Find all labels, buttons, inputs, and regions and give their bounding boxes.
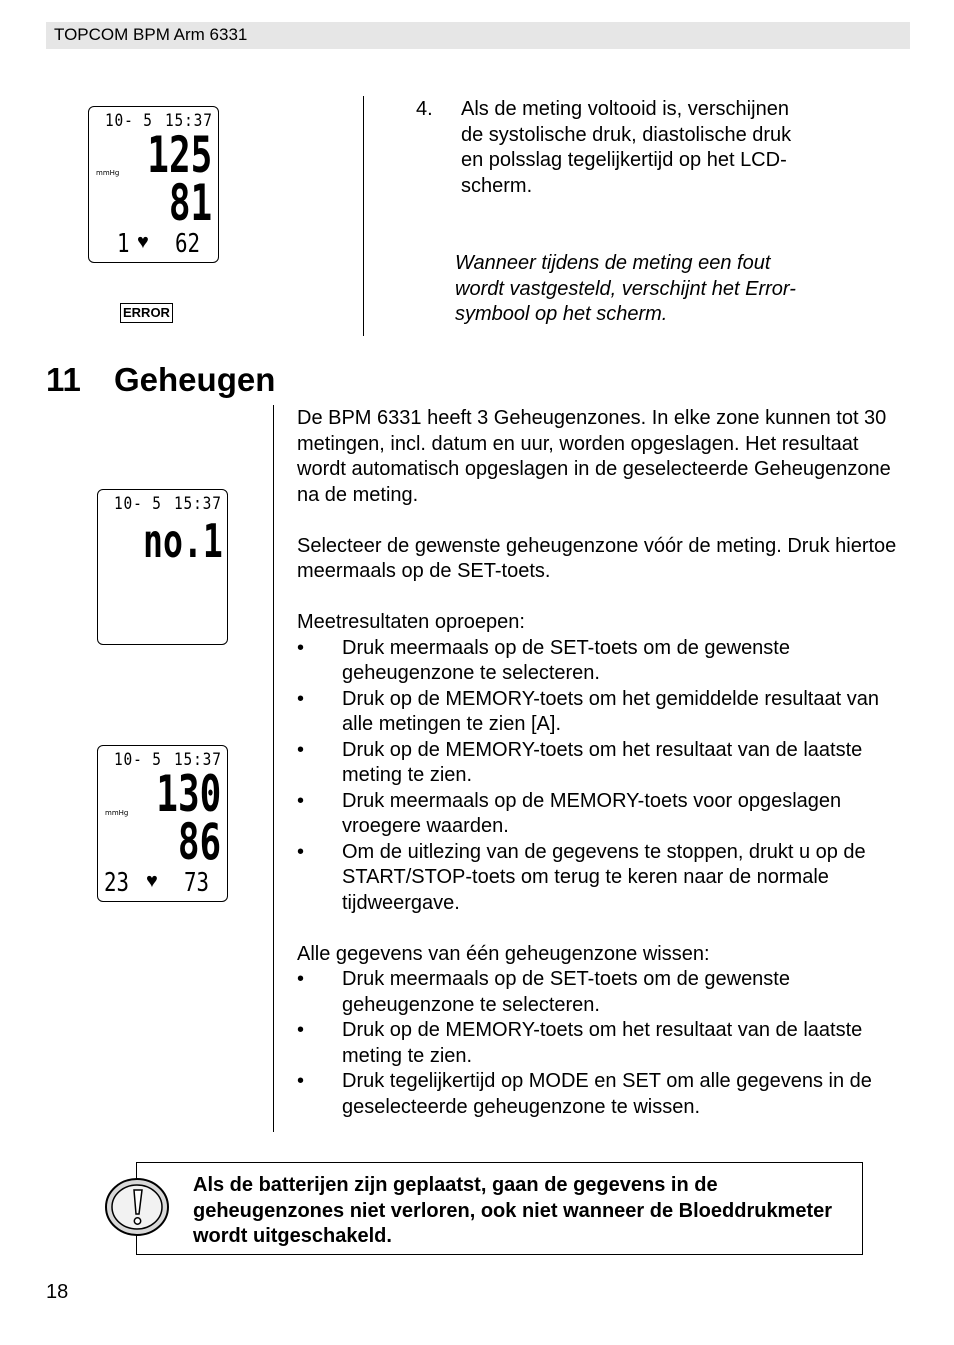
list-item: • Druk op de MEMORY-toets om het gemiddelde resultaat van alle metingen te zien [A]. (297, 687, 909, 738)
lcd-pulse: 62 (175, 229, 201, 259)
intro-paragraph: De BPM 6331 heeft 3 Geheugenzones. In elke zone kunnen tot 30 metingen, incl. datum en uur, worden opgeslagen. Het resultaat wordt automatisch opgeslagen in de geselecteerde Geheugenzone na de meting. (297, 407, 891, 506)
heart-icon: ♥ (146, 870, 158, 892)
select-paragraph: Selecteer de gewenste geheugenzone vóór de meting. Druk hiertoe meermaals op de SET-toets. (297, 534, 897, 582)
lcd-date: 10- 5 (114, 494, 162, 514)
lcd-time: 15:37 (174, 750, 222, 770)
list-item: • Druk meermaals op de MEMORY-toets voor opgeslagen vroegere waarden. (297, 789, 909, 840)
list-item: • Druk op de MEMORY-toets om het resultaat van de laatste meting te zien. (297, 738, 909, 789)
divider-main (273, 405, 274, 1132)
lcd-memory-zone: no.1 (143, 514, 223, 568)
lcd-diastolic: 81 (168, 174, 212, 232)
lcd-display-result (88, 106, 219, 263)
warning-icon (104, 1176, 170, 1238)
lcd-unit: mmHg (105, 809, 129, 817)
lcd-memory-number: 1 (117, 229, 130, 259)
warning-text: Als de batterijen zijn geplaatst, gaan de gegevens in de geheugenzones niet verloren, ook niet wanneer de Bloeddrukmeter wordt uitgeschakeld. (193, 1174, 833, 1247)
lcd-memory-number: 23 (104, 868, 130, 898)
section-number: 11 (46, 361, 81, 398)
recall-heading: Meetresultaten oproepen: (297, 611, 525, 633)
page-number: 18 (46, 1281, 69, 1303)
section-title: Geheugen (114, 361, 276, 398)
lcd-display-memory-zone (97, 489, 228, 645)
lcd-date: 10- 5 (105, 111, 153, 131)
list-item: • Druk op de MEMORY-toets om het resultaat van de laatste meting te zien. (297, 1018, 909, 1069)
list-item: • Om de uitlezing van de gegevens te stoppen, drukt u op de START/STOP-toets om terug te keren naar de normale tijdweergave. (297, 840, 909, 917)
step-text: Als de meting voltooid is, verschijnen de systolische druk, diastolische druk en polsslag tegelijkertijd op het LCD-scherm. (461, 98, 792, 197)
heart-icon: ♥ (137, 231, 149, 253)
divider-top (363, 96, 364, 336)
recall-list (297, 636, 909, 917)
lcd-time: 15:37 (174, 494, 222, 514)
error-note: Wanneer tijdens de meting een fout wordt vastgesteld, verschijnt het Error-symbool op het scherm. (455, 252, 796, 325)
list-item: • Druk meermaals op de SET-toets om de gewenste geheugenzone te selecteren. (297, 636, 909, 687)
lcd-display-memory-result (97, 745, 228, 902)
lcd-unit: mmHg (96, 169, 120, 177)
delete-heading: Alle gegevens van één geheugenzone wissen: (297, 942, 710, 965)
list-item: • Druk tegelijkertijd op MODE en SET om alle gegevens in de geselecteerde geheugenzone te wissen. (297, 1069, 909, 1120)
lcd-pulse: 73 (184, 868, 210, 898)
delete-list (297, 967, 909, 1120)
lcd-time: 15:37 (165, 111, 213, 131)
lcd-systolic: 130 (155, 765, 221, 823)
step-number: 4. (416, 98, 433, 120)
error-symbol: ERROR (120, 303, 173, 323)
lcd-diastolic: 86 (177, 813, 221, 871)
list-item: • Druk meermaals op de SET-toets om de gewenste geheugenzone te selecteren. (297, 967, 909, 1018)
lcd-systolic: 125 (146, 126, 212, 184)
lcd-date: 10- 5 (114, 750, 162, 770)
main-content (297, 406, 909, 1120)
header-title: TOPCOM BPM Arm 6331 (54, 25, 248, 44)
